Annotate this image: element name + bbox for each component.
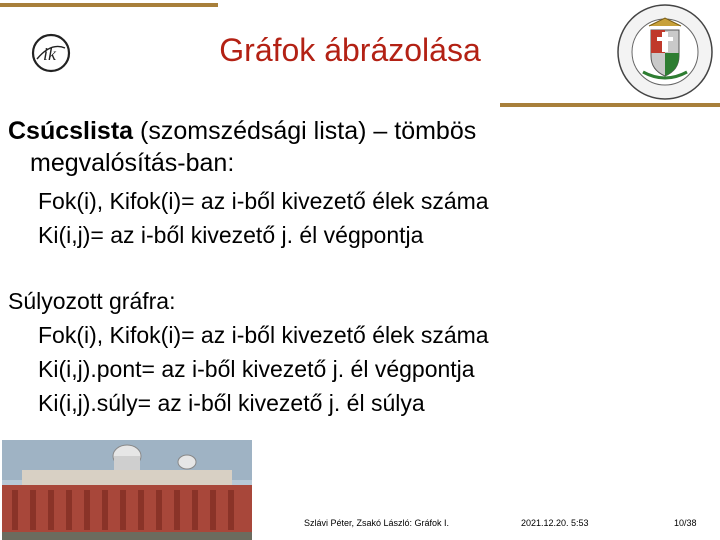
heading-line-1 (8, 116, 476, 146)
top-accent-bar (0, 3, 218, 7)
list-item: Fok(i), Kifok(i)= az i-ből kivezető élek száma (38, 188, 489, 214)
weighted-heading: Súlyozott gráfra: (8, 288, 176, 314)
ik-logo-icon (30, 32, 72, 74)
heading-rest: (szomszédsági lista) – tömbös (133, 117, 477, 145)
list-item: Ki(i,j).súly= az i-ből kivezető j. él súlya (38, 390, 425, 416)
heading-bold-term: Csúcslista (8, 117, 134, 145)
footer-authors: Szlávi Péter, Zsakó László: Gráfok I. (304, 518, 450, 528)
heading-line-2: megvalósítás-ban: (30, 149, 235, 177)
svg-text:ik: ik (43, 44, 56, 64)
list-item: Fok(i), Kifok(i)= az i-ből kivezető élek száma (38, 322, 489, 348)
university-seal-icon (613, 2, 718, 102)
slide-title: Gráfok ábrázolása (219, 32, 481, 68)
university-building-photo (2, 440, 252, 540)
right-accent-bar (500, 103, 720, 107)
list-item: Ki(i,j).pont= az i-ből kivezető j. él végpontja (38, 356, 475, 382)
footer-date: 2021.12.20. 5:53 (521, 518, 589, 528)
footer-page-number: 10/38 (674, 518, 697, 528)
list-item: Ki(i,j)= az i-ből kivezető j. él végpontja (38, 222, 424, 248)
